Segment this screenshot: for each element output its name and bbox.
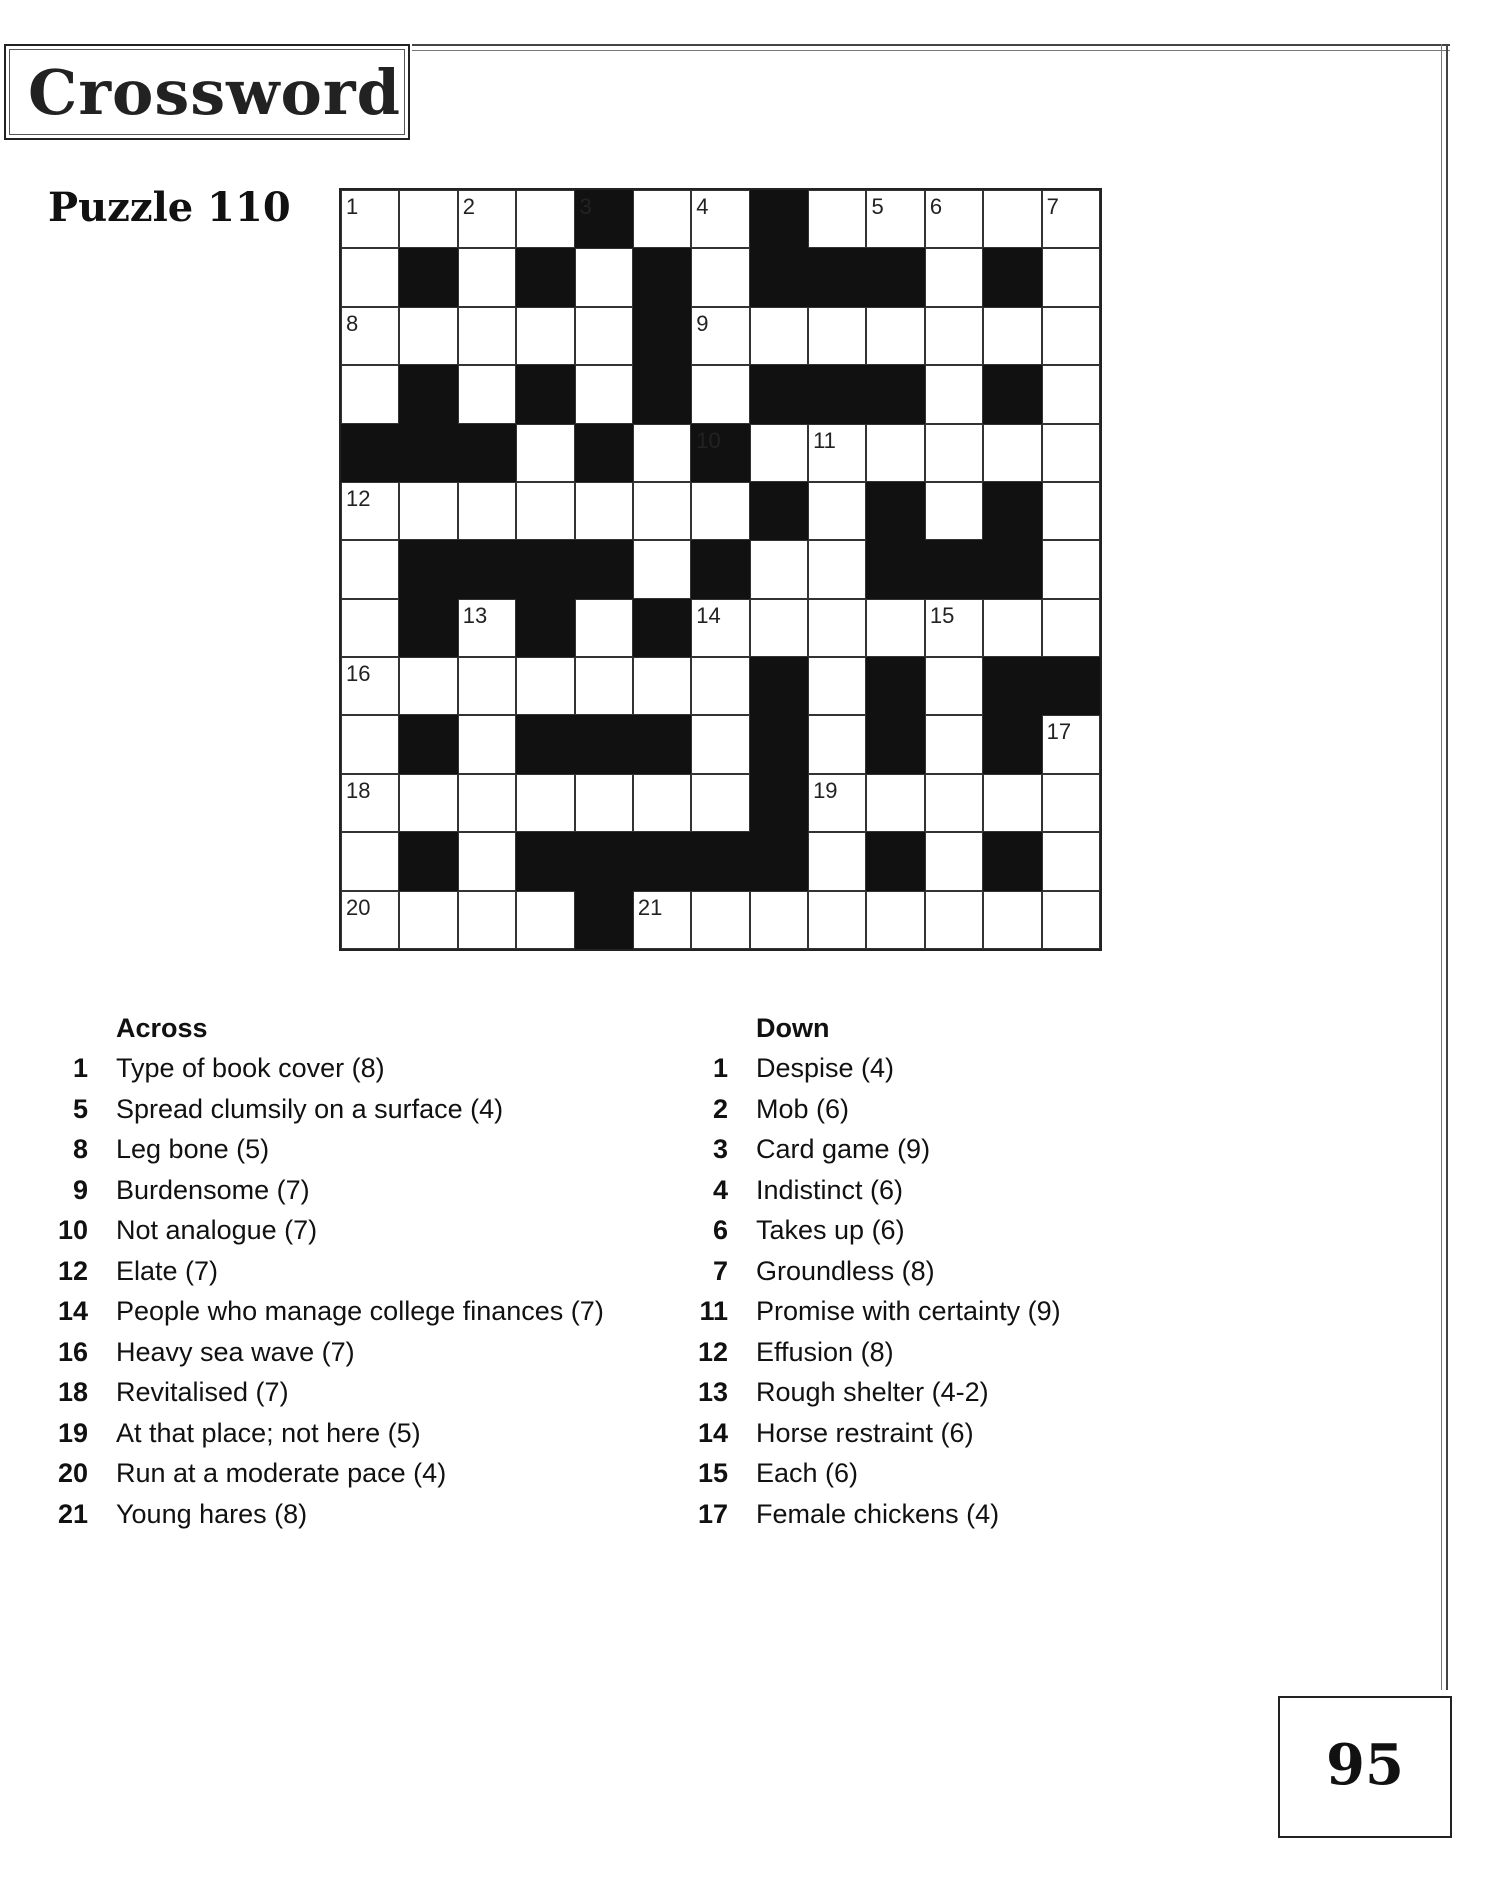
grid-cell[interactable] <box>516 482 574 540</box>
grid-cell[interactable] <box>691 599 749 657</box>
grid-cell[interactable] <box>691 657 749 715</box>
grid-block <box>575 190 633 248</box>
grid-block <box>750 190 808 248</box>
down-clue <box>680 1372 1100 1413</box>
clue-text: People who manage college finances (7) <box>116 1296 604 1326</box>
clue-number: 17 <box>697 1498 728 1529</box>
grid-block <box>633 248 691 306</box>
grid-cell[interactable] <box>1042 599 1100 657</box>
clue-text: Despise (4) <box>756 1053 895 1083</box>
page-number-box <box>1278 1696 1452 1838</box>
grid-cell[interactable] <box>983 424 1041 482</box>
grid-cell[interactable] <box>575 657 633 715</box>
grid-block <box>866 657 924 715</box>
grid-cell[interactable] <box>925 365 983 423</box>
clue-number: 9 <box>696 310 709 336</box>
clue-number: 21 <box>57 1498 88 1529</box>
clue-number: 3 <box>579 194 592 219</box>
grid-cell[interactable] <box>808 715 866 773</box>
grid-cell[interactable] <box>983 891 1041 949</box>
grid-cell[interactable] <box>516 891 574 949</box>
grid-block <box>866 540 924 598</box>
grid-cell[interactable] <box>983 599 1041 657</box>
clue-number: 4 <box>696 194 709 219</box>
grid-cell[interactable] <box>983 307 1041 365</box>
grid-cell[interactable] <box>341 540 399 598</box>
grid-cell[interactable] <box>925 424 983 482</box>
clue-text: Revitalised (7) <box>116 1377 289 1407</box>
grid-cell[interactable] <box>633 540 691 598</box>
down-clue <box>680 1210 1100 1251</box>
grid-cell[interactable] <box>458 190 516 248</box>
grid-cell[interactable] <box>341 657 399 715</box>
grid-cell[interactable] <box>633 657 691 715</box>
clue-text: Promise with certainty (9) <box>756 1296 1061 1326</box>
across-clue <box>40 1048 660 1089</box>
grid-block <box>516 540 574 598</box>
grid-cell[interactable] <box>458 774 516 832</box>
grid-cell[interactable] <box>575 307 633 365</box>
clue-number: 5 <box>871 194 884 219</box>
down-clue <box>680 1291 1100 1332</box>
clue-text: Spread clumsily on a surface (4) <box>116 1093 504 1124</box>
clue-text: Heavy sea wave (7) <box>116 1336 355 1367</box>
clue-number: 16 <box>346 661 371 687</box>
grid-cell[interactable] <box>750 307 808 365</box>
grid-cell[interactable] <box>575 599 633 657</box>
grid-block <box>516 248 574 306</box>
grid-block <box>750 657 808 715</box>
clue-number: 2 <box>462 194 476 219</box>
across-clue <box>40 1291 660 1332</box>
grid-block <box>633 599 691 657</box>
clue-number: 10 <box>696 427 721 453</box>
clue-number: 15 <box>929 602 955 628</box>
clue-text: Leg bone (5) <box>116 1134 270 1164</box>
grid-cell[interactable] <box>808 657 866 715</box>
clue-number: 6 <box>929 194 943 219</box>
grid-block <box>575 540 633 598</box>
grid-block <box>633 365 691 423</box>
grid-cell[interactable] <box>808 190 866 248</box>
clue-number: 12 <box>697 1336 728 1367</box>
grid-cell[interactable] <box>808 540 866 598</box>
grid-block <box>983 540 1041 598</box>
clue-number: 3 <box>712 1134 728 1164</box>
grid-block <box>866 832 924 890</box>
grid-block <box>691 424 749 482</box>
grid-cell[interactable] <box>458 715 516 773</box>
across-clue <box>40 1129 660 1170</box>
grid-cell[interactable] <box>925 190 983 248</box>
across-clue <box>40 1453 660 1494</box>
grid-block <box>750 715 808 773</box>
down-clue <box>680 1413 1100 1454</box>
clue-number: 17 <box>1046 719 1072 745</box>
clue-text: Groundless (8) <box>756 1255 935 1286</box>
grid-cell[interactable] <box>750 540 808 598</box>
grid-cell[interactable] <box>866 774 924 832</box>
grid-cell[interactable] <box>1042 190 1100 248</box>
clue-text: Indistinct (6) <box>756 1174 904 1205</box>
grid-cell[interactable] <box>691 190 749 248</box>
clue-text: Mob (6) <box>756 1093 850 1124</box>
grid-cell[interactable] <box>925 599 983 657</box>
puzzle-title: Puzzle 110 <box>48 184 291 231</box>
grid-block <box>866 248 924 306</box>
grid-cell[interactable] <box>633 482 691 540</box>
grid-cell[interactable] <box>925 715 983 773</box>
grid-block <box>516 365 574 423</box>
grid-cell[interactable] <box>1042 774 1100 832</box>
across-clue <box>40 1170 660 1211</box>
clue-number: 11 <box>813 427 836 453</box>
grid-cell[interactable] <box>1042 891 1100 949</box>
grid-cell[interactable] <box>516 657 574 715</box>
clue-number: 7 <box>1046 194 1059 219</box>
grid-cell[interactable] <box>399 482 457 540</box>
grid-cell[interactable] <box>691 365 749 423</box>
grid-cell[interactable] <box>691 482 749 540</box>
clue-text: Female chickens (4) <box>756 1498 1000 1529</box>
clue-number: 13 <box>697 1377 728 1407</box>
grid-cell[interactable] <box>458 832 516 890</box>
grid-cell[interactable] <box>575 248 633 306</box>
grid-cell[interactable] <box>925 657 983 715</box>
clue-text: At that place; not here (5) <box>116 1417 421 1448</box>
clue-number: 1 <box>346 194 359 219</box>
grid-cell[interactable] <box>516 190 574 248</box>
grid-block <box>808 248 866 306</box>
clue-number: 14 <box>57 1296 88 1326</box>
grid-block <box>866 482 924 540</box>
grid-block <box>983 482 1041 540</box>
grid-block <box>516 715 574 773</box>
grid-cell[interactable] <box>866 424 924 482</box>
grid-block <box>750 248 808 306</box>
grid-cell[interactable] <box>750 424 808 482</box>
down-clue <box>680 1048 1100 1089</box>
down-clue <box>680 1453 1100 1494</box>
grid-cell[interactable] <box>925 307 983 365</box>
clue-text: Type of book cover (8) <box>116 1053 385 1083</box>
clue-number: 14 <box>696 602 721 628</box>
across-clue <box>40 1089 660 1130</box>
grid-cell[interactable] <box>1042 248 1100 306</box>
grid-block <box>691 540 749 598</box>
grid-block <box>750 482 808 540</box>
grid-cell[interactable] <box>808 774 866 832</box>
grid-block <box>399 832 457 890</box>
grid-cell[interactable] <box>516 774 574 832</box>
grid-cell[interactable] <box>341 599 399 657</box>
grid-cell[interactable] <box>341 248 399 306</box>
down-clue <box>680 1170 1100 1211</box>
grid-block <box>399 715 457 773</box>
grid-block <box>633 715 691 773</box>
grid-block <box>575 715 633 773</box>
grid-block <box>691 832 749 890</box>
grid-cell[interactable] <box>808 599 866 657</box>
down-clue <box>680 1251 1100 1292</box>
grid-block <box>866 715 924 773</box>
grid-block <box>983 248 1041 306</box>
grid-cell[interactable] <box>341 190 399 248</box>
grid-cell[interactable] <box>808 482 866 540</box>
across-clues <box>40 1008 660 1534</box>
grid-cell[interactable] <box>458 599 516 657</box>
down-clue <box>680 1089 1100 1130</box>
clue-number: 11 <box>699 1296 728 1326</box>
clue-text: Run at a moderate pace (4) <box>116 1458 447 1488</box>
down-clue <box>680 1332 1100 1373</box>
grid-cell[interactable] <box>1042 482 1100 540</box>
grid-block <box>399 365 457 423</box>
grid-block <box>925 540 983 598</box>
grid-block <box>575 832 633 890</box>
grid-cell[interactable] <box>866 599 924 657</box>
grid-cell[interactable] <box>691 307 749 365</box>
grid-cell[interactable] <box>1042 365 1100 423</box>
grid-cell[interactable] <box>1042 715 1100 773</box>
clue-text: Burdensome (7) <box>116 1174 310 1205</box>
down-clue <box>680 1129 1100 1170</box>
clue-number: 19 <box>813 777 838 803</box>
clue-number: 4 <box>712 1174 728 1205</box>
clue-number: 14 <box>697 1417 728 1448</box>
grid-cell[interactable] <box>808 891 866 949</box>
clue-number: 20 <box>57 1458 88 1488</box>
grid-cell[interactable] <box>691 774 749 832</box>
clue-number: 12 <box>57 1255 88 1286</box>
across-clue <box>40 1251 660 1292</box>
grid-cell[interactable] <box>866 307 924 365</box>
clue-number: 8 <box>346 310 359 336</box>
grid-cell[interactable] <box>341 891 399 949</box>
grid-block <box>750 365 808 423</box>
across-clue <box>40 1372 660 1413</box>
clue-number: 18 <box>346 777 371 803</box>
grid-cell[interactable] <box>458 482 516 540</box>
clue-text: Young hares (8) <box>116 1498 308 1529</box>
grid-cell[interactable] <box>750 891 808 949</box>
grid-cell[interactable] <box>341 365 399 423</box>
page-number: 95 <box>1326 1732 1404 1798</box>
grid-cell[interactable] <box>925 832 983 890</box>
clue-text: Not analogue (7) <box>116 1215 318 1245</box>
across-clue <box>40 1494 660 1535</box>
clue-text: Effusion (8) <box>756 1336 894 1367</box>
grid-block <box>575 891 633 949</box>
down-clue-list <box>680 1048 1100 1534</box>
grid-cell[interactable] <box>925 482 983 540</box>
clue-text: Elate (7) <box>116 1255 219 1286</box>
grid-cell[interactable] <box>399 774 457 832</box>
grid-cell[interactable] <box>1042 424 1100 482</box>
grid-block <box>458 540 516 598</box>
grid-cell[interactable] <box>516 424 574 482</box>
clue-number: 13 <box>462 602 488 628</box>
across-heading: Across <box>116 1013 208 1043</box>
grid-block <box>516 599 574 657</box>
grid-cell[interactable] <box>458 307 516 365</box>
grid-cell[interactable] <box>516 307 574 365</box>
across-clue <box>40 1332 660 1373</box>
page-frame-top <box>412 44 1450 51</box>
grid-block <box>1042 657 1100 715</box>
page-title: Crossword <box>28 56 401 129</box>
clue-text: Horse restraint (6) <box>756 1417 974 1448</box>
grid-cell[interactable] <box>1042 832 1100 890</box>
page-frame-right <box>1441 44 1448 1690</box>
grid-block <box>633 832 691 890</box>
clue-text: Card game (9) <box>756 1134 931 1164</box>
grid-block <box>399 599 457 657</box>
clue-number: 21 <box>637 894 663 920</box>
grid-cell[interactable] <box>341 774 399 832</box>
clue-number: 12 <box>346 485 371 511</box>
clue-number: 19 <box>57 1417 88 1448</box>
clue-number: 7 <box>712 1255 728 1286</box>
down-clue <box>680 1494 1100 1535</box>
grid-block <box>983 832 1041 890</box>
grid-block <box>866 365 924 423</box>
clue-number: 1 <box>72 1053 88 1083</box>
grid-cell[interactable] <box>399 891 457 949</box>
grid-block <box>983 715 1041 773</box>
clue-number: 9 <box>72 1174 88 1205</box>
grid-block <box>575 424 633 482</box>
grid-cell[interactable] <box>983 774 1041 832</box>
grid-cell[interactable] <box>575 774 633 832</box>
grid-cell[interactable] <box>399 657 457 715</box>
grid-block <box>399 424 457 482</box>
grid-cell[interactable] <box>458 248 516 306</box>
clue-text: Rough shelter (4-2) <box>756 1377 989 1407</box>
grid-block <box>750 774 808 832</box>
grid-cell[interactable] <box>1042 307 1100 365</box>
grid-cell[interactable] <box>750 599 808 657</box>
clue-number: 6 <box>712 1215 728 1245</box>
grid-cell[interactable] <box>866 190 924 248</box>
grid-cell[interactable] <box>341 715 399 773</box>
grid-cell[interactable] <box>925 248 983 306</box>
grid-cell[interactable] <box>341 482 399 540</box>
grid-block <box>399 540 457 598</box>
grid-cell[interactable] <box>575 482 633 540</box>
grid-cell[interactable] <box>399 190 457 248</box>
clue-text: Takes up (6) <box>756 1215 905 1245</box>
grid-cell[interactable] <box>458 365 516 423</box>
clue-number: 8 <box>72 1134 88 1164</box>
clue-number: 1 <box>712 1053 728 1083</box>
grid-block <box>633 307 691 365</box>
grid-block <box>341 424 399 482</box>
grid-cell[interactable] <box>925 891 983 949</box>
grid-cell[interactable] <box>691 715 749 773</box>
clue-number: 5 <box>72 1093 88 1124</box>
grid-cell[interactable] <box>341 832 399 890</box>
grid-cell[interactable] <box>808 832 866 890</box>
header-box <box>4 44 410 140</box>
grid-cell[interactable] <box>808 424 866 482</box>
across-clue <box>40 1210 660 1251</box>
grid-block <box>750 832 808 890</box>
grid-block <box>399 248 457 306</box>
crossword-grid <box>339 188 1102 951</box>
grid-cell[interactable] <box>633 424 691 482</box>
across-clue-list <box>40 1048 660 1534</box>
grid-cell[interactable] <box>399 307 457 365</box>
grid-block <box>458 424 516 482</box>
clue-number: 16 <box>57 1336 88 1367</box>
clue-number: 18 <box>57 1377 88 1407</box>
grid-block <box>516 832 574 890</box>
down-heading: Down <box>756 1013 830 1043</box>
grid-cell[interactable] <box>633 891 691 949</box>
grid-cell[interactable] <box>633 190 691 248</box>
grid-cell[interactable] <box>866 891 924 949</box>
grid-cell[interactable] <box>925 774 983 832</box>
grid-cell[interactable] <box>808 307 866 365</box>
grid-cell[interactable] <box>341 307 399 365</box>
grid-cell[interactable] <box>458 891 516 949</box>
clue-number: 20 <box>346 894 371 920</box>
grid-cell[interactable] <box>575 365 633 423</box>
clue-number: 15 <box>697 1458 728 1488</box>
clue-text: Each (6) <box>756 1458 859 1488</box>
grid-cell[interactable] <box>1042 540 1100 598</box>
grid-block <box>983 657 1041 715</box>
down-clues <box>680 1008 1100 1534</box>
grid-cell[interactable] <box>691 891 749 949</box>
grid-cell[interactable] <box>458 657 516 715</box>
grid-block <box>808 365 866 423</box>
grid-cell[interactable] <box>633 774 691 832</box>
grid-cell[interactable] <box>691 248 749 306</box>
across-clue <box>40 1413 660 1454</box>
clue-number: 10 <box>57 1215 88 1245</box>
grid-block <box>983 365 1041 423</box>
clue-number: 2 <box>712 1093 728 1124</box>
grid-cell[interactable] <box>983 190 1041 248</box>
